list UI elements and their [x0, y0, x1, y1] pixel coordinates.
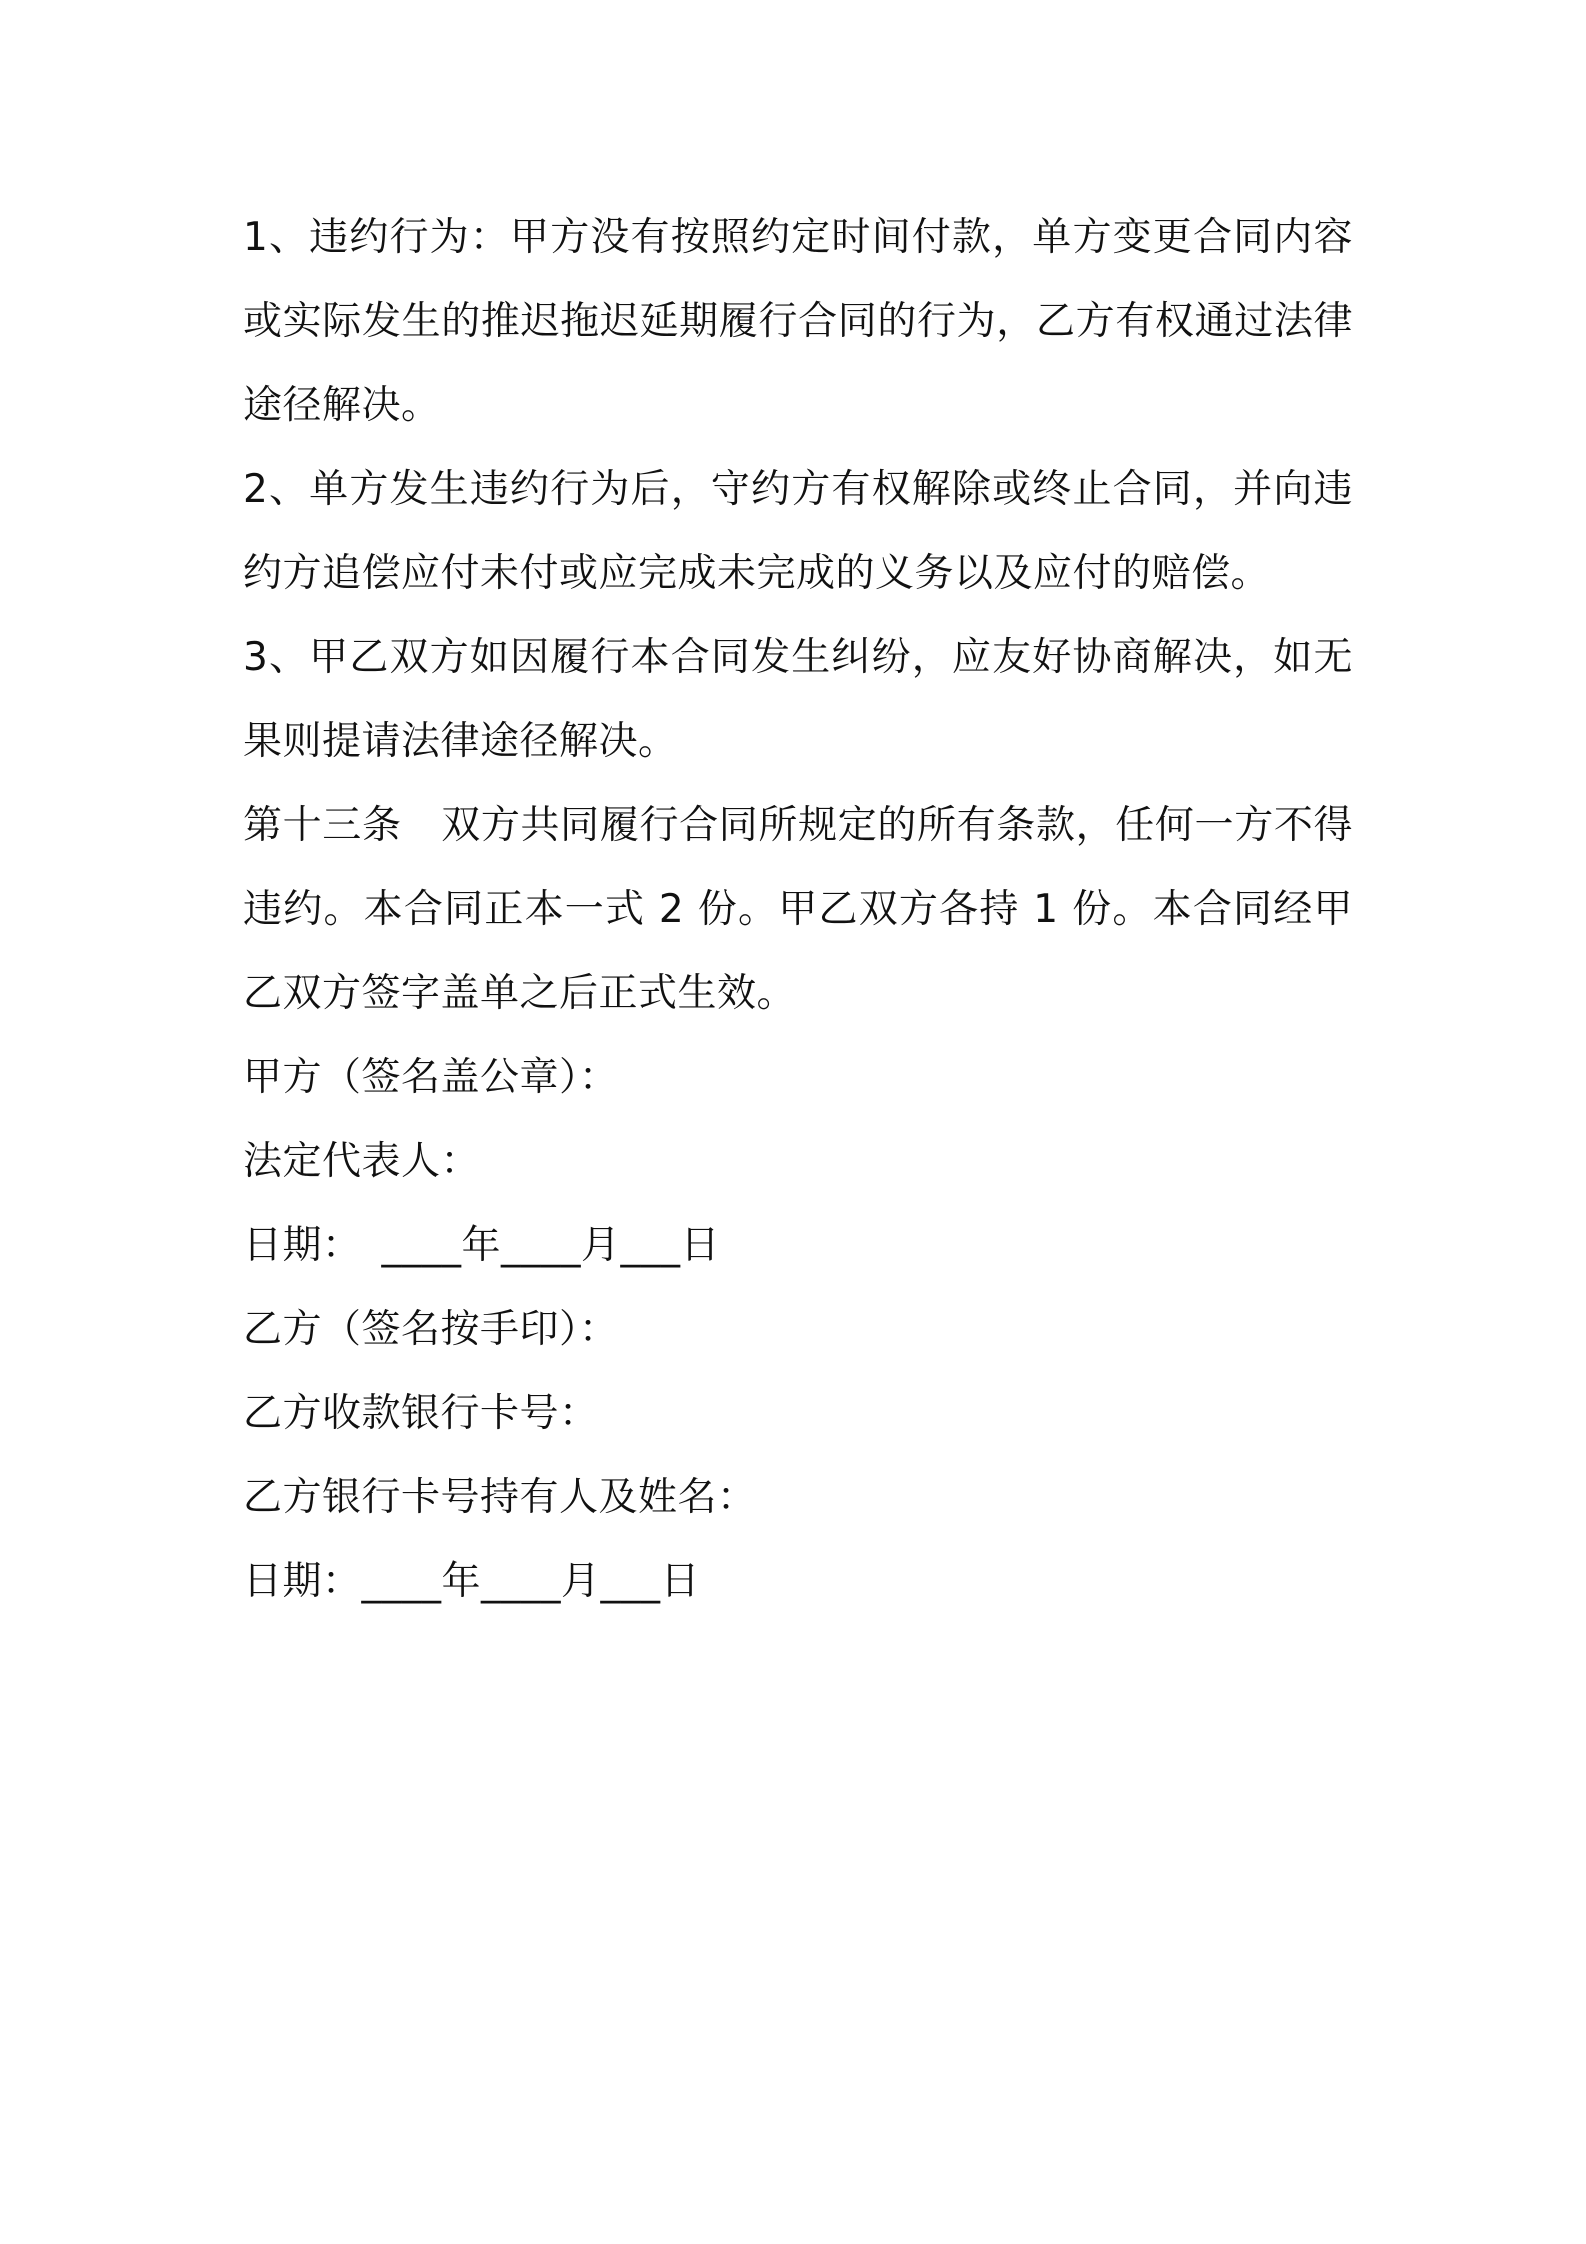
party-a-signature-line: 甲方（签名盖公章）：: [243, 1055, 619, 1100]
clause-2: 2、单方发生违约行为后，守约方有权解除或终止合同，并向违约方追偿应付未付或应完成未完成的义务以及应付的赔偿。: [243, 467, 1353, 596]
party-b-date-line: 日期：____年____月___日: [243, 1559, 701, 1604]
party-b-signature-line: 乙方（签名按手印）：: [243, 1307, 619, 1352]
bank-card-number-line: 乙方收款银行卡号：: [243, 1391, 599, 1436]
legal-representative-line: 法定代表人：: [243, 1139, 481, 1184]
article-13: 第十三条 双方共同履行合同所规定的所有条款，任何一方不得违约。本合同正本一式 2 份。甲乙双方各持 1 份。本合同经甲乙双方签字盖单之后正式生效。: [243, 803, 1353, 1016]
clause-3: 3、甲乙双方如因履行本合同发生纠纷，应友好协商解决，如无果则提请法律途径解决。: [243, 635, 1353, 764]
document-body: [243, 196, 1353, 1624]
party-a-date-line: 日期： ____年____月___日: [243, 1223, 721, 1268]
clause-1: 1、违约行为：甲方没有按照约定时间付款，单方变更合同内容或实际发生的推迟拖迟延期履行合同的行为，乙方有权通过法律途径解决。: [243, 215, 1353, 428]
card-holder-name-line: 乙方银行卡号持有人及姓名：: [243, 1475, 757, 1520]
